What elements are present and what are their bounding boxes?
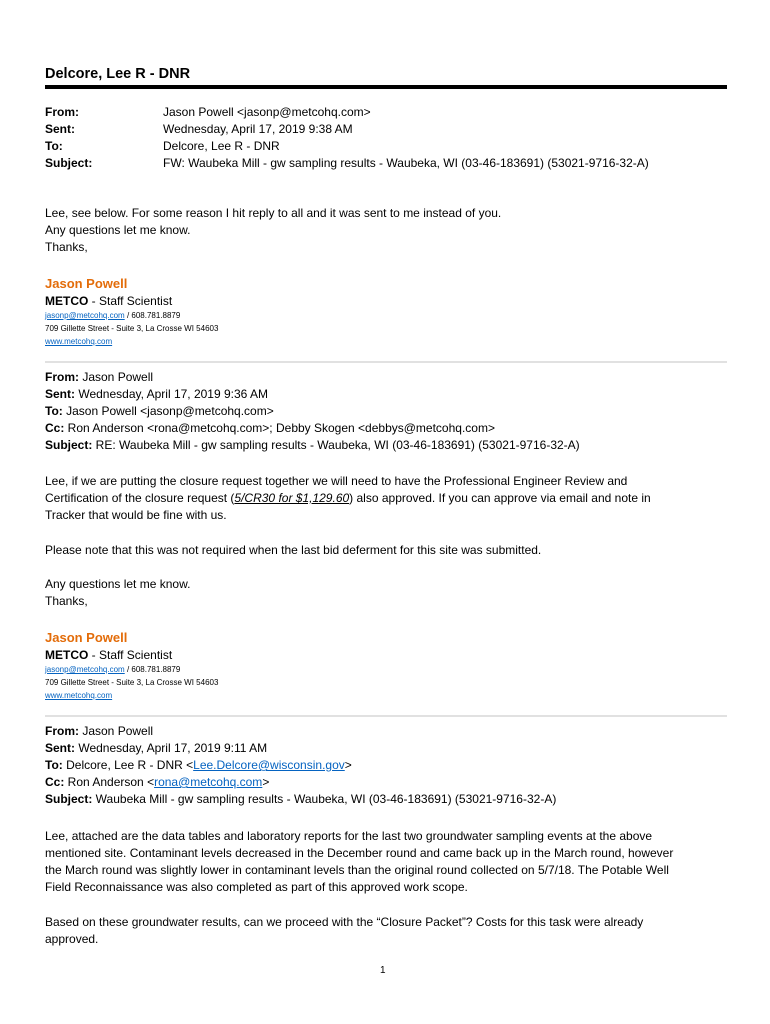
message-separator — [45, 361, 727, 363]
cost-reference: 5/CR30 for $1,129.60 — [234, 491, 350, 505]
msg3-cc: Cc: Ron Anderson <rona@metcohq.com> — [45, 775, 270, 789]
msg2-para2: Please note that this was not required when the last bid deferment for this site was submitted. — [45, 543, 542, 557]
msg3-para1-line: mentioned site. Contaminant levels decreased in the December round and came back up in the March round, however — [45, 846, 674, 860]
msg3-paragraph-2 — [45, 914, 727, 948]
signature-address: 709 Gillette Street - Suite 3, La Crosse WI 54603 — [45, 678, 219, 687]
msg2-sent: Sent: Wednesday, April 17, 2019 9:36 AM — [45, 387, 269, 401]
signature-email-link[interactable]: jasonp@metcohq.com — [45, 311, 125, 320]
msg3-from: From: Jason Powell — [45, 724, 154, 738]
signature-website-link[interactable]: www.metcohq.com — [45, 337, 113, 346]
msg3-para1-line: Lee, attached are the data tables and laboratory reports for the last two groundwater sampling events at the above — [45, 829, 653, 843]
header-sent-label: Sent: — [45, 122, 75, 136]
header-to-row — [45, 138, 649, 155]
signature-phone: / 608.781.8879 — [124, 311, 181, 320]
msg2-paragraph-1 — [45, 473, 727, 524]
signature-website-link[interactable]: www.metcohq.com — [45, 691, 113, 700]
signature-block — [45, 275, 727, 348]
forwarded-message-2 — [45, 369, 727, 454]
msg3-to: To: Delcore, Lee R - DNR <Lee.Delcore@wisconsin.gov> — [45, 758, 352, 772]
signature-website-line — [45, 335, 727, 348]
signature-role: - Staff Scientist — [88, 648, 173, 662]
title-divider — [45, 85, 727, 89]
msg2-para1-line: Certification of the closure request (5/CR30 for $1,129.60) also approved. If you can approve via email and note in — [45, 491, 651, 505]
msg2-cc: Cc: Ron Anderson <rona@metcohq.com>; Debby Skogen <debbys@metcohq.com> — [45, 421, 495, 435]
msg2-closing — [45, 576, 727, 610]
forwarded-message-3 — [45, 723, 727, 808]
signature-contact-line — [45, 663, 727, 676]
signature-block — [45, 629, 727, 702]
intro-line: Lee, see below. For some reason I hit reply to all and it was sent to me instead of you. — [45, 206, 502, 220]
intro-message — [45, 205, 727, 256]
header-sent-row — [45, 121, 649, 138]
signature-phone: / 608.781.8879 — [124, 665, 181, 674]
document-title: Delcore, Lee R - DNR — [45, 66, 191, 82]
msg2-to: To: Jason Powell <jasonp@metcohq.com> — [45, 404, 274, 418]
header-sent-value: Wednesday, April 17, 2019 9:38 AM — [163, 122, 353, 136]
header-from-label: From: — [45, 105, 79, 119]
msg3-para2-line: approved. — [45, 932, 99, 946]
page-number: 1 — [380, 965, 386, 976]
header-to-value: Delcore, Lee R - DNR — [163, 139, 280, 153]
header-to-label: To: — [45, 139, 63, 153]
signature-address: 709 Gillette Street - Suite 3, La Crosse WI 54603 — [45, 324, 219, 333]
msg3-para1-line: the March round was slightly lower in contaminant levels than the original round collected on 5/7/18. The Potable Well — [45, 863, 669, 877]
signature-name: Jason Powell — [45, 276, 128, 291]
signature-company: METCO — [45, 294, 89, 308]
signature-company: METCO — [45, 648, 89, 662]
msg2-paragraph-2 — [45, 542, 727, 559]
msg3-para2-line: Based on these groundwater results, can we proceed with the “Closure Packet”? Costs for this task were already — [45, 915, 644, 929]
msg3-subject: Subject: Waubeka Mill - gw sampling results - Waubeka, WI (03-46-183691) (53021-9716-32-A) — [45, 792, 557, 806]
signature-company-line — [45, 647, 727, 663]
signature-company-line — [45, 293, 727, 309]
intro-line: Any questions let me know. — [45, 223, 191, 237]
msg3-sent: Sent: Wednesday, April 17, 2019 9:11 AM — [45, 741, 268, 755]
lee-email-link[interactable]: Lee.Delcore@wisconsin.gov — [193, 758, 345, 772]
message-separator — [45, 715, 727, 717]
rona-email-link[interactable]: rona@metcohq.com — [154, 775, 263, 789]
header-from-row — [45, 104, 649, 121]
header-subject-value: FW: Waubeka Mill - gw sampling results - Waubeka, WI (03-46-183691) (53021-9716-32-A) — [163, 156, 649, 170]
signature-role: - Staff Scientist — [88, 294, 173, 308]
msg3-para1-line: Field Reconnaissance was also completed as part of this approved work scope. — [45, 880, 468, 894]
msg2-closing-line: Any questions let me know. — [45, 577, 191, 591]
msg2-para1-line: Tracker that would be fine with us. — [45, 508, 227, 522]
signature-email-link[interactable]: jasonp@metcohq.com — [45, 665, 125, 674]
msg2-para1-line: Lee, if we are putting the closure request together we will need to have the Professional Engineer Review and — [45, 474, 628, 488]
header-subject-label: Subject: — [45, 156, 93, 170]
signature-website-line — [45, 689, 727, 702]
msg2-closing-line: Thanks, — [45, 594, 88, 608]
intro-line: Thanks, — [45, 240, 88, 254]
msg2-subject: Subject: RE: Waubeka Mill - gw sampling results - Waubeka, WI (03-46-183691) (53021-9716-32-A) — [45, 438, 580, 452]
msg3-paragraph-1 — [45, 828, 727, 896]
signature-name: Jason Powell — [45, 630, 128, 645]
header-subject-row — [45, 155, 649, 172]
msg2-from: From: Jason Powell — [45, 370, 154, 384]
signature-contact-line — [45, 309, 727, 322]
email-header — [45, 104, 649, 172]
header-from-value: Jason Powell <jasonp@metcohq.com> — [163, 105, 371, 119]
